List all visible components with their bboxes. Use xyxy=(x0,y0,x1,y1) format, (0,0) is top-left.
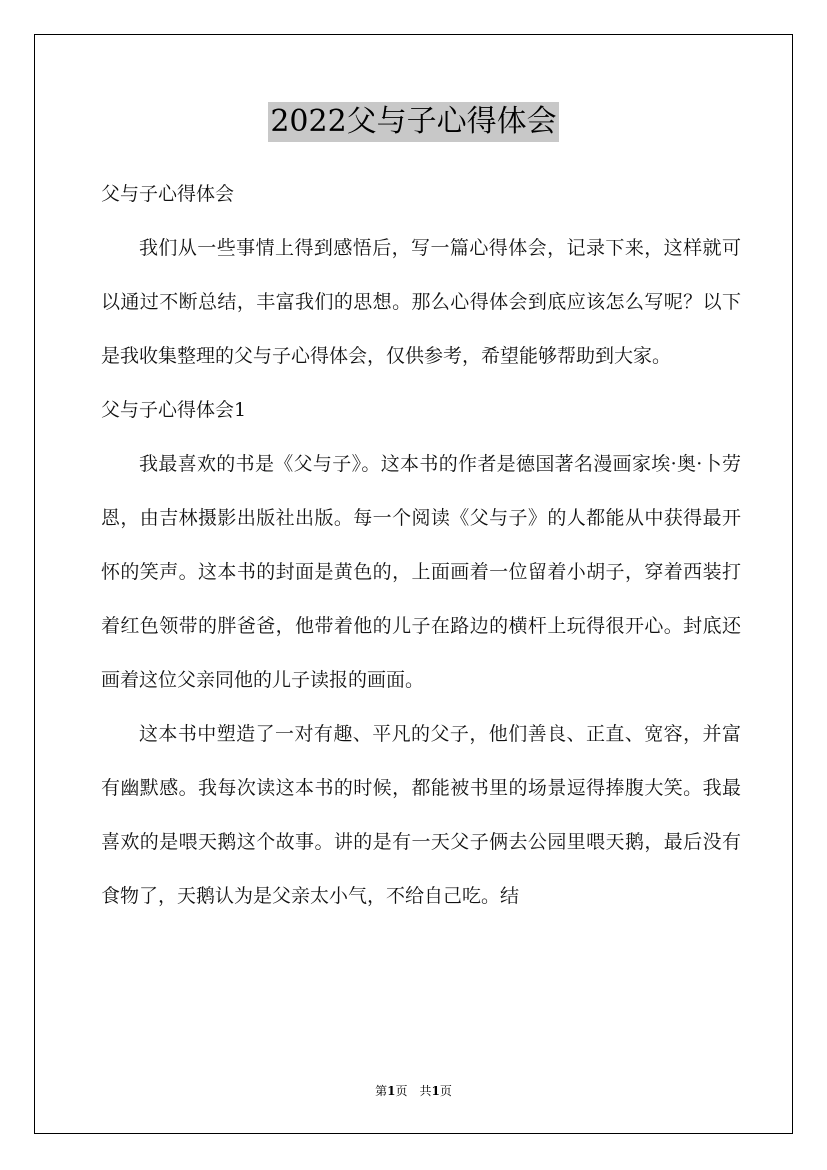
subtitle: 父与子心得体会 xyxy=(101,183,235,205)
page-footer xyxy=(0,1082,827,1099)
body-paragraph-1: 我最喜欢的书是《父与子》。这本书的作者是德国著名漫画家埃·奥·卜劳恩，由吉林摄影出版社出版。每一个阅读《父与子》的人都能从中获得最开怀的笑声。这本书的封面是黄色的，上面画着一位留着小胡子，穿着西装打着红色领带的胖爸爸，他带着他的儿子在路边的横杆上玩得很开心。封底还画着这位父亲同他的儿子读报的画面。 xyxy=(101,453,741,691)
intro-paragraph: 我们从一些事情上得到感悟后，写一篇心得体会，记录下来，这样就可以通过不断总结，丰富我们的思想。那么心得体会到底应该怎么写呢？以下是我收集整理的父与子心得体会，仅供参考，希望能够帮助到大家。 xyxy=(101,237,741,367)
document-title: 2022父与子心得体会 xyxy=(268,102,558,142)
footer-page-current: 1 xyxy=(387,1084,396,1098)
body-paragraph-2: 这本书中塑造了一对有趣、平凡的父子，他们善良、正直、宽容，并富有幽默感。我每次读这本书的时候，都能被书里的场景逗得捧腹大笑。我最喜欢的是喂天鹅这个故事。讲的是有一天父子俩去公园里喂天鹅，最后没有食物了，天鹅认为是父亲太小气，不给自己吃。结 xyxy=(101,723,741,907)
section-heading: 父与子心得体会1 xyxy=(101,399,247,421)
footer-page-total: 1 xyxy=(431,1084,440,1098)
title-container xyxy=(0,102,827,142)
footer-prefix: 第 xyxy=(375,1084,388,1098)
footer-suffix: 页 xyxy=(439,1084,452,1098)
document-body xyxy=(101,167,741,923)
footer-mid: 页 共 xyxy=(395,1084,432,1098)
